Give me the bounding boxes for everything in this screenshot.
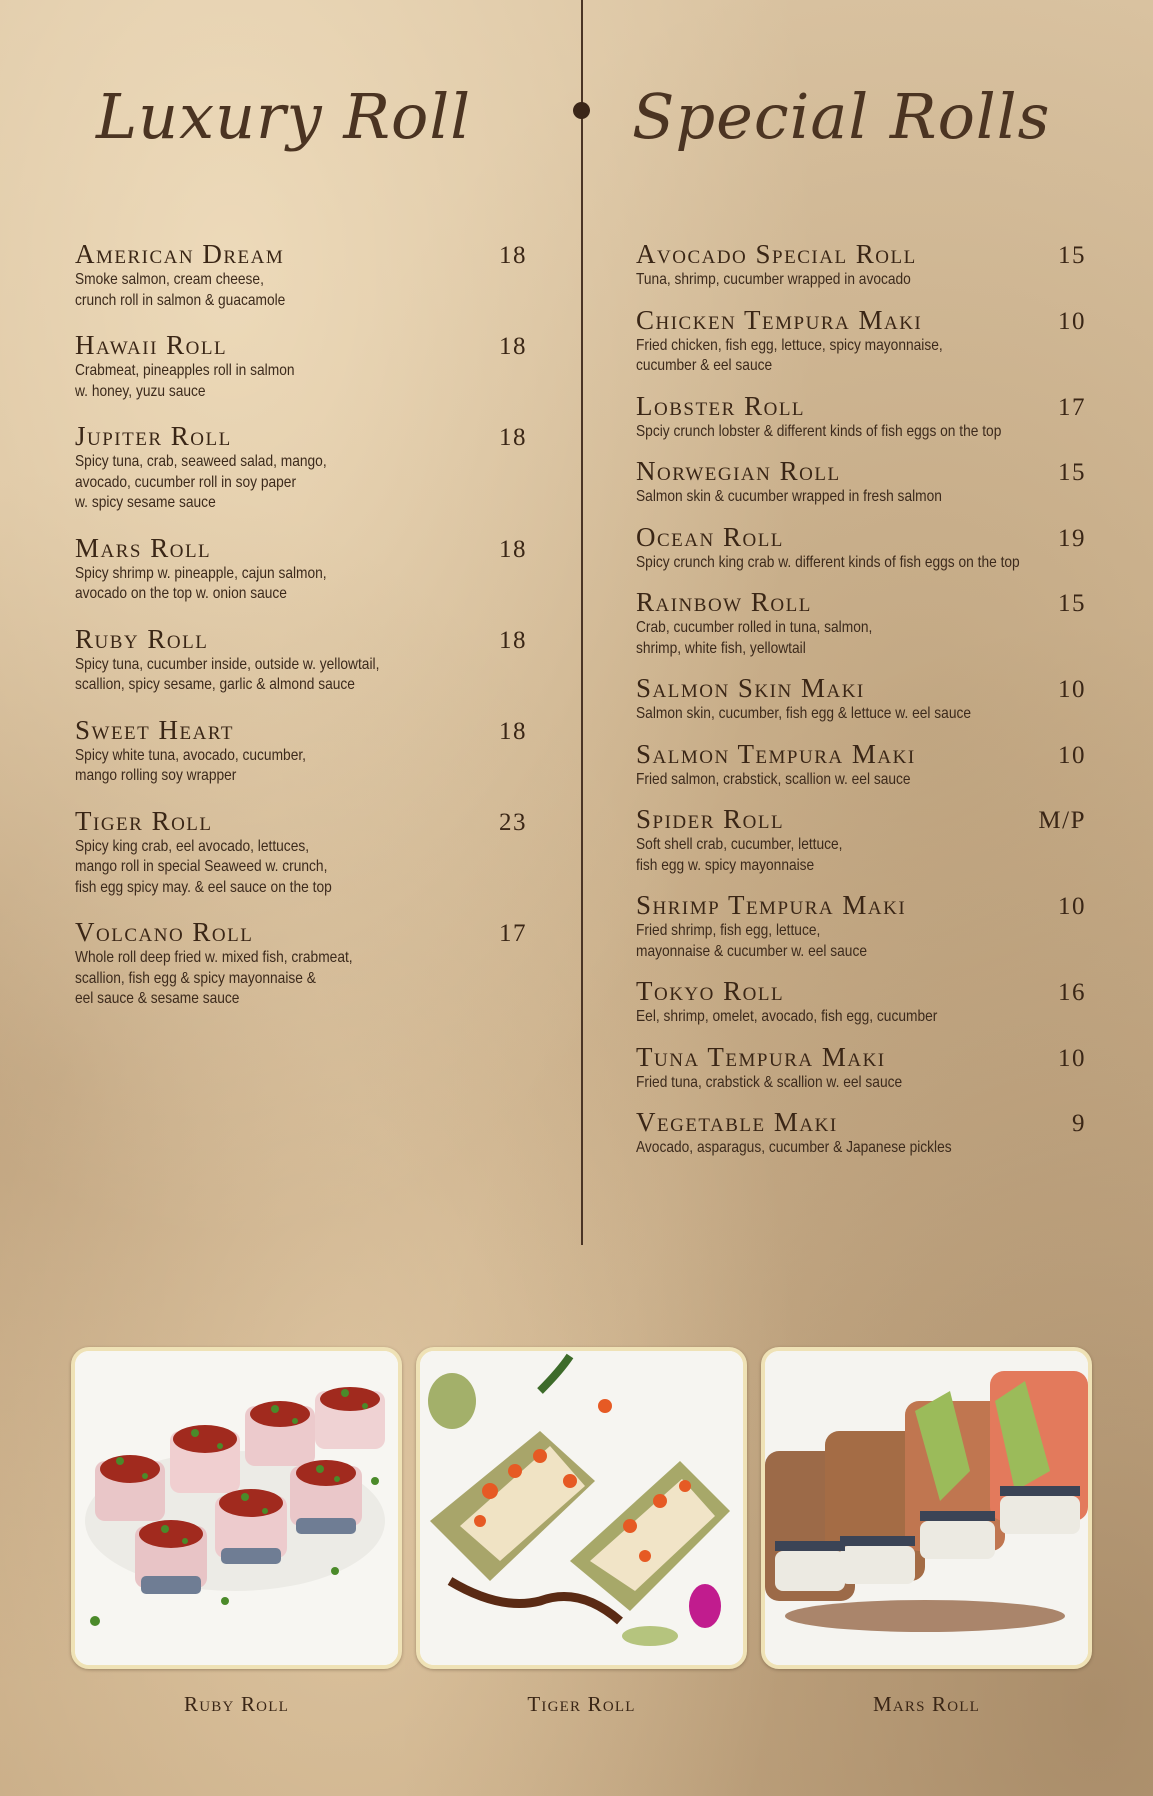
menu-item-price: 15 [1058, 459, 1086, 486]
menu-item-header [636, 457, 1086, 487]
menu-item [75, 918, 527, 1010]
menu-item-price: 18 [499, 242, 527, 269]
menu-item-price: 19 [1058, 524, 1086, 552]
menu-item-header [636, 523, 1086, 553]
menu-item-name: Chicken Tempura Maki [636, 304, 923, 335]
menu-item [636, 1108, 1086, 1159]
menu-item-description: Spicy tuna, cucumber inside, outside w. yellowtail, scallion, spicy sesame, garlic & almond sauce [75, 655, 380, 693]
menu-item-price: 18 [499, 333, 527, 360]
menu-item-name: Tokyo Roll [636, 976, 785, 1006]
menu-item-price: 18 [499, 626, 527, 654]
menu-item [636, 977, 1086, 1028]
luxury-roll-list [75, 240, 527, 1030]
menu-item-header [75, 331, 527, 361]
menu-item-header [75, 422, 527, 452]
menu-item-description: Crab, cucumber rolled in tuna, salmon, shrimp, white fish, yellowtail [636, 619, 873, 657]
mars-roll-photo [761, 1347, 1092, 1669]
special-rolls-title: Special Rolls [632, 80, 1051, 153]
menu-item-name: Rainbow Roll [636, 587, 812, 617]
menu-item [636, 674, 1086, 725]
ruby-roll-photo [71, 1347, 402, 1669]
menu-item-price: M/P [1038, 807, 1086, 834]
menu-item [636, 240, 1086, 291]
menu-item-price: 18 [499, 535, 527, 563]
menu-item-description: Soft shell crab, cucumber, lettuce, fish egg w. spicy mayonnaise [636, 836, 843, 874]
menu-item-price: 17 [1058, 393, 1086, 421]
menu-item-price: 15 [1058, 590, 1086, 617]
menu-item-name: Spider Roll [636, 804, 785, 834]
menu-item-header [636, 588, 1086, 618]
menu-item [636, 740, 1086, 791]
menu-item-description: Smoke salmon, cream cheese, crunch roll in salmon & guacamole [75, 271, 286, 309]
menu-item-name: Shrimp Tempura Maki [636, 890, 907, 920]
menu-item-price: 9 [1072, 1110, 1086, 1137]
menu-item-header [636, 306, 1086, 336]
menu-item [636, 805, 1086, 876]
menu-item-description: Fried shrimp, fish egg, lettuce, mayonnaise & cucumber w. eel sauce [636, 922, 867, 960]
menu-item-description: Spicy white tuna, avocado, cucumber, mango rolling soy wrapper [75, 746, 306, 784]
menu-item-price: 16 [1058, 979, 1086, 1006]
luxury-roll-title: Luxury Roll [96, 80, 472, 153]
mars-roll-caption: Mars Roll [872, 1692, 981, 1716]
menu-item-header [75, 716, 527, 746]
ruby-roll-caption: Ruby Roll [184, 1692, 289, 1716]
menu-item-price: 10 [1058, 893, 1086, 920]
menu-item-header [636, 891, 1086, 921]
menu-item-price: 15 [1058, 242, 1086, 269]
menu-item-description: Spicy king crab, eel avocado, lettuces, mango roll in special Seaweed w. crunch, fish egg spicy may. & eel sauce on the top [75, 837, 332, 896]
column-divider-line [581, 0, 583, 1245]
menu-item-description: Crabmeat, pineapples roll in salmon w. honey, yuzu sauce [75, 362, 295, 400]
menu-item-header [636, 977, 1086, 1007]
menu-item-description: Tuna, shrimp, cucumber wrapped in avocado [636, 271, 911, 288]
menu-item-description: Salmon skin, cucumber, fish egg & lettuce w. eel sauce [636, 705, 972, 722]
menu-item-description: Spicy shrimp w. pineapple, cajun salmon, avocado on the top w. onion sauce [75, 564, 327, 602]
menu-item-header [75, 807, 527, 837]
menu-item-price: 23 [499, 808, 527, 836]
menu-item-description: Salmon skin & cucumber wrapped in fresh salmon [636, 488, 942, 505]
menu-item-name: Ocean Roll [636, 521, 784, 552]
menu-item-header [636, 674, 1086, 704]
menu-item [75, 422, 527, 514]
menu-item-name: Salmon Skin Maki [636, 673, 865, 703]
menu-item-header [75, 534, 527, 564]
menu-item [75, 807, 527, 899]
menu-item [636, 588, 1086, 659]
menu-item [636, 523, 1086, 574]
menu-item [75, 240, 527, 311]
menu-item-header [636, 740, 1086, 770]
menu-item-description: Eel, shrimp, omelet, avocado, fish egg, cucumber [636, 1008, 938, 1025]
menu-item [636, 306, 1086, 377]
menu-item [636, 1043, 1086, 1094]
menu-item-name: Tiger Roll [75, 805, 213, 836]
menu-item-price: 10 [1058, 676, 1086, 703]
menu-item-header [636, 240, 1086, 270]
menu-item-name: Ruby Roll [75, 623, 209, 654]
menu-item-name: Norwegian Roll [636, 456, 841, 486]
menu-item-description: Spciy crunch lobster & different kinds of fish eggs on the top [636, 422, 1002, 440]
menu-item [75, 331, 527, 402]
menu-item [75, 625, 527, 696]
menu-item-name: Vegetable Maki [636, 1107, 838, 1137]
menu-item-name: Mars Roll [75, 532, 212, 563]
menu-item-name: Volcano Roll [75, 917, 254, 947]
menu-item [75, 534, 527, 605]
menu-item-header [75, 240, 527, 270]
menu-item-description: Spicy tuna, crab, seaweed salad, mango, avocado, cucumber roll in soy paper w. spicy sesame sauce [75, 453, 327, 511]
menu-item-name: Hawaii Roll [75, 330, 228, 360]
menu-item-header [636, 1108, 1086, 1138]
menu-item-name: Sweet Heart [75, 714, 234, 745]
special-rolls-list [636, 240, 1086, 1174]
menu-item-price: 17 [499, 920, 527, 947]
menu-item-description: Avocado, asparagus, cucumber & Japanese pickles [636, 1139, 952, 1156]
menu-item-header [636, 805, 1086, 835]
menu-item [636, 457, 1086, 508]
menu-item-name: Jupiter Roll [75, 421, 232, 451]
menu-item-header [75, 918, 527, 948]
menu-item [636, 392, 1086, 443]
menu-item-name: Salmon Tempura Maki [636, 738, 916, 769]
menu-item-description: Fried salmon, crabstick, scallion w. eel sauce [636, 770, 911, 788]
column-divider-dot [573, 102, 590, 119]
menu-item [75, 716, 527, 787]
photo-gallery [71, 1347, 1091, 1669]
menu-item-name: Lobster Roll [636, 390, 806, 421]
menu-item-name: American Dream [75, 239, 285, 269]
menu-item-header [75, 625, 527, 655]
menu-item-price: 10 [1058, 741, 1086, 769]
menu-item-name: Tuna Tempura Maki [636, 1041, 886, 1072]
menu-item-description: Whole roll deep fried w. mixed fish, crabmeat, scallion, fish egg & spicy mayonnaise & eel sauce & sesame sauce [75, 949, 353, 1007]
tiger-roll-photo [416, 1347, 747, 1669]
menu-item-description: Fried tuna, crabstick & scallion w. eel sauce [636, 1073, 903, 1091]
menu-item-header [636, 392, 1086, 422]
menu-item-price: 10 [1058, 307, 1086, 335]
menu-item-price: 10 [1058, 1044, 1086, 1072]
menu-item-name: Avocado Special Roll [636, 239, 917, 269]
menu-item-header [636, 1043, 1086, 1073]
menu-item [636, 891, 1086, 962]
tiger-roll-caption: Tiger Roll [527, 1692, 636, 1716]
menu-item-description: Spicy crunch king crab w. different kinds of fish eggs on the top [636, 553, 1020, 571]
menu-item-description: Fried chicken, fish egg, lettuce, spicy mayonnaise, cucumber & eel sauce [636, 336, 943, 374]
menu-item-price: 18 [499, 424, 527, 451]
menu-item-price: 18 [499, 717, 527, 745]
